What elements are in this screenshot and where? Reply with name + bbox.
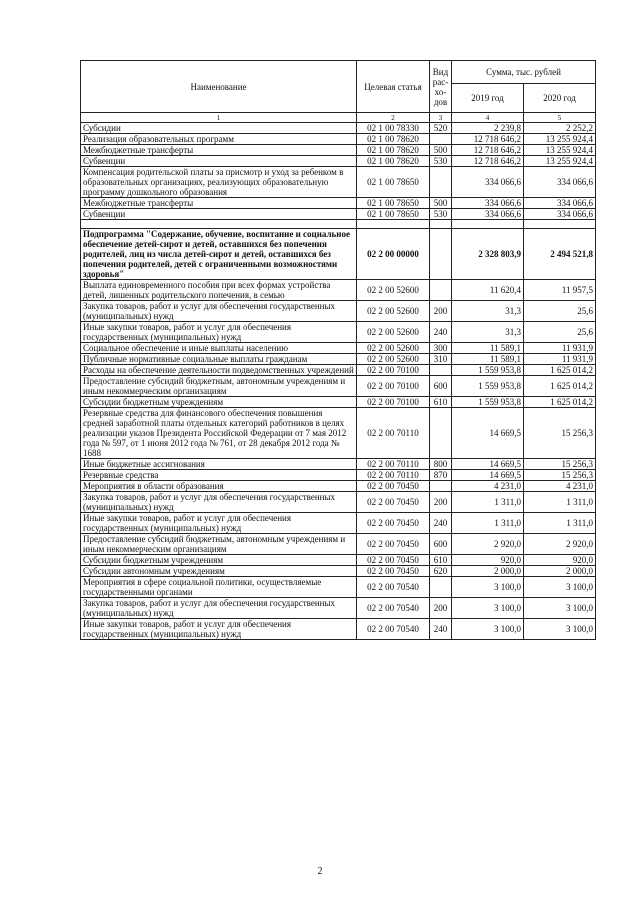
cell-target-code: 02 2 00 52600 (357, 354, 430, 365)
cell-target-code: 02 2 00 70110 (357, 470, 430, 481)
table-row (81, 534, 596, 555)
cell-sum-2019: 12 718 646,2 (452, 145, 524, 156)
cell-sum-2020: 1 625 014,2 (524, 365, 596, 376)
cell-sum-2019: 920,0 (452, 555, 524, 566)
cell-sum-2020: 15 256,3 (524, 408, 596, 459)
empty-cell (357, 220, 430, 229)
table-row (81, 145, 596, 156)
cell-expense-type: 520 (430, 123, 452, 134)
table-row (81, 198, 596, 209)
column-number: 2 (357, 113, 430, 123)
cell-sum-2020: 1 625 014,2 (524, 376, 596, 397)
cell-sum-2019: 3 100,0 (452, 619, 524, 640)
cell-sum-2020: 13 255 924,4 (524, 156, 596, 167)
cell-name: Публичные нормативные социальные выплаты гражданам (81, 354, 357, 365)
cell-sum-2019: 334 066,6 (452, 209, 524, 220)
cell-name: Предоставление субсидий бюджетным, автономным учреждениям и иным некоммерческим организациям (81, 376, 357, 397)
cell-expense-type: 200 (430, 598, 452, 619)
cell-name: Расходы на обеспечение деятельности подведомственных учреждений (81, 365, 357, 376)
table-row (81, 397, 596, 408)
cell-target-code: 02 2 00 70110 (357, 408, 430, 459)
cell-target-code: 02 2 00 70450 (357, 555, 430, 566)
cell-expense-type (430, 481, 452, 492)
cell-target-code: 02 2 00 70100 (357, 376, 430, 397)
table-row (81, 322, 596, 343)
cell-sum-2019: 3 100,0 (452, 577, 524, 598)
cell-sum-2020: 920,0 (524, 555, 596, 566)
cell-target-code: 02 2 00 70540 (357, 598, 430, 619)
cell-target-code: 02 1 00 78620 (357, 156, 430, 167)
cell-sum-2020: 11 931,9 (524, 343, 596, 354)
cell-target-code: 02 2 00 70450 (357, 481, 430, 492)
cell-target-code: 02 1 00 78650 (357, 209, 430, 220)
cell-name: Иные закупки товаров, работ и услуг для обеспечения государственных (муниципальных) нужд (81, 513, 357, 534)
cell-sum-2020: 334 066,6 (524, 167, 596, 198)
cell-sum-2019: 31,3 (452, 322, 524, 343)
cell-expense-type: 500 (430, 145, 452, 156)
cell-sum-2019: 11 589,1 (452, 354, 524, 365)
header-type: Вид рас-хо-дов (430, 61, 452, 113)
cell-name: Закупка товаров, работ и услуг для обеспечения государственных (муниципальных) нужд (81, 598, 357, 619)
cell-sum-2019: 11 589,1 (452, 343, 524, 354)
cell-expense-type: 870 (430, 470, 452, 481)
cell-expense-type: 240 (430, 619, 452, 640)
cell-target-code: 02 2 00 70110 (357, 459, 430, 470)
table-row (81, 156, 596, 167)
cell-name: Иные закупки товаров, работ и услуг для обеспечения государственных (муниципальных) нужд (81, 619, 357, 640)
cell-name: Социальное обеспечение и иные выплаты населению (81, 343, 357, 354)
cell-name: Закупка товаров, работ и услуг для обеспечения государственных (муниципальных) нужд (81, 301, 357, 322)
cell-sum-2019: 12 718 646,2 (452, 134, 524, 145)
table-row (81, 343, 596, 354)
cell-sum-2019: 1 559 953,8 (452, 365, 524, 376)
column-number: 5 (524, 113, 596, 123)
cell-target-code: 02 2 00 70450 (357, 492, 430, 513)
cell-name: Субсидии (81, 123, 357, 134)
cell-sum-2019: 1 311,0 (452, 513, 524, 534)
cell-name: Подпрограмма "Содержание, обучение, воспитание и социальное обеспечение детей-сирот и детей, оставшихся без попечения родителей, лиц из числа детей-сирот и детей, оставшихся без попечения родителей, детей с ограниченными возможностями здоровья" (81, 229, 357, 280)
cell-sum-2019: 2 920,0 (452, 534, 524, 555)
cell-expense-type: 530 (430, 156, 452, 167)
cell-name: Субвенции (81, 156, 357, 167)
cell-target-code: 02 1 00 78330 (357, 123, 430, 134)
cell-sum-2020: 2 920,0 (524, 534, 596, 555)
table-row (81, 229, 596, 280)
cell-sum-2020: 1 311,0 (524, 513, 596, 534)
cell-name: Реализация образовательных программ (81, 134, 357, 145)
table-row (81, 354, 596, 365)
cell-target-code: 02 1 00 78620 (357, 145, 430, 156)
empty-cell (524, 220, 596, 229)
cell-sum-2020: 2 252,2 (524, 123, 596, 134)
cell-sum-2020: 11 931,9 (524, 354, 596, 365)
table-row (81, 555, 596, 566)
cell-expense-type: 500 (430, 198, 452, 209)
empty-cell (430, 220, 452, 229)
cell-name: Резервные средства (81, 470, 357, 481)
cell-sum-2020: 334 066,6 (524, 209, 596, 220)
cell-name: Выплата единовременного пособия при всех формах устройства детей, лишенных родительского попечения, в семью (81, 280, 357, 301)
cell-sum-2019: 2 328 803,9 (452, 229, 524, 280)
cell-name: Субсидии бюджетным учреждениям (81, 555, 357, 566)
cell-sum-2019: 14 669,5 (452, 408, 524, 459)
cell-sum-2020: 25,6 (524, 301, 596, 322)
cell-target-code: 02 2 00 70450 (357, 566, 430, 577)
cell-sum-2020: 15 256,3 (524, 459, 596, 470)
cell-expense-type: 240 (430, 322, 452, 343)
cell-expense-type: 610 (430, 397, 452, 408)
cell-sum-2020: 334 066,6 (524, 198, 596, 209)
cell-expense-type: 600 (430, 376, 452, 397)
cell-name: Субвенции (81, 209, 357, 220)
cell-name: Компенсация родительской платы за присмотр и уход за ребенком в образовательных организациях, реализующих образовательную программу дошкольного образования (81, 167, 357, 198)
cell-sum-2019: 2 000,0 (452, 566, 524, 577)
cell-target-code: 02 2 00 70100 (357, 365, 430, 376)
cell-name: Иные закупки товаров, работ и услуг для обеспечения государственных (муниципальных) нужд (81, 322, 357, 343)
cell-sum-2019: 11 620,4 (452, 280, 524, 301)
cell-expense-type (430, 408, 452, 459)
cell-sum-2020: 13 255 924,4 (524, 145, 596, 156)
cell-expense-type: 530 (430, 209, 452, 220)
cell-sum-2020: 1 625 014,2 (524, 397, 596, 408)
table-row (81, 167, 596, 198)
cell-sum-2020: 2 494 521,8 (524, 229, 596, 280)
table-body (81, 123, 596, 640)
cell-sum-2020: 3 100,0 (524, 577, 596, 598)
table-row (81, 566, 596, 577)
cell-sum-2020: 1 311,0 (524, 492, 596, 513)
cell-sum-2019: 334 066,6 (452, 167, 524, 198)
cell-sum-2019: 4 231,0 (452, 481, 524, 492)
column-number: 4 (452, 113, 524, 123)
header-code: Целевая статья (357, 61, 430, 113)
cell-target-code: 02 2 00 52600 (357, 301, 430, 322)
cell-sum-2019: 334 066,6 (452, 198, 524, 209)
cell-expense-type: 200 (430, 492, 452, 513)
cell-expense-type: 200 (430, 301, 452, 322)
cell-expense-type (430, 229, 452, 280)
table-row (81, 301, 596, 322)
cell-target-code: 02 2 00 70450 (357, 513, 430, 534)
cell-name: Мероприятия в сфере социальной политики, осуществляемые государственными органами (81, 577, 357, 598)
column-number: 1 (81, 113, 357, 123)
budget-table (80, 60, 596, 640)
header-name: Наименование (81, 61, 357, 113)
cell-name: Иные бюджетные ассигнования (81, 459, 357, 470)
cell-name: Закупка товаров, работ и услуг для обеспечения государственных (муниципальных) нужд (81, 492, 357, 513)
cell-sum-2020: 11 957,5 (524, 280, 596, 301)
cell-target-code: 02 2 00 70540 (357, 619, 430, 640)
cell-target-code: 02 2 00 70100 (357, 397, 430, 408)
cell-name: Резервные средства для финансового обеспечения повышения средней заработной платы отдельных категорий работников в целях реализации указов Президента Российской Федерации от 7 мая 2012 года № 597, от 1 июня 2012 года № 761, от 28 декабря 2012 года № 1688 (81, 408, 357, 459)
header-sum: Сумма, тыс. рублей (452, 61, 596, 84)
cell-target-code: 02 2 00 70540 (357, 577, 430, 598)
table-row (81, 470, 596, 481)
table-row (81, 492, 596, 513)
table-row (81, 408, 596, 459)
cell-target-code: 02 2 00 52600 (357, 343, 430, 354)
cell-target-code: 02 1 00 78650 (357, 167, 430, 198)
empty-cell (81, 220, 357, 229)
cell-sum-2019: 1 559 953,8 (452, 397, 524, 408)
cell-target-code: 02 1 00 78650 (357, 198, 430, 209)
cell-target-code: 02 2 00 52600 (357, 322, 430, 343)
cell-sum-2020: 25,6 (524, 322, 596, 343)
cell-sum-2019: 2 239,8 (452, 123, 524, 134)
cell-sum-2020: 2 000,0 (524, 566, 596, 577)
cell-sum-2020: 4 231,0 (524, 481, 596, 492)
cell-target-code: 02 2 00 52600 (357, 280, 430, 301)
cell-expense-type: 620 (430, 566, 452, 577)
table-row (81, 280, 596, 301)
table-row (81, 619, 596, 640)
cell-expense-type: 240 (430, 513, 452, 534)
cell-expense-type (430, 167, 452, 198)
cell-expense-type (430, 577, 452, 598)
table-row (81, 209, 596, 220)
header-year-2019: 2019 год (452, 84, 524, 113)
cell-name: Предоставление субсидий бюджетным, автономным учреждениям и иным некоммерческим организациям (81, 534, 357, 555)
cell-target-code: 02 2 00 00000 (357, 229, 430, 280)
cell-target-code: 02 2 00 70450 (357, 534, 430, 555)
cell-expense-type (430, 365, 452, 376)
table-row (81, 123, 596, 134)
cell-expense-type (430, 134, 452, 145)
cell-expense-type (430, 280, 452, 301)
cell-sum-2019: 14 669,5 (452, 470, 524, 481)
cell-sum-2020: 15 256,3 (524, 470, 596, 481)
table-row (81, 598, 596, 619)
table-row (81, 459, 596, 470)
cell-sum-2019: 1 559 953,8 (452, 376, 524, 397)
cell-expense-type: 310 (430, 354, 452, 365)
cell-sum-2019: 12 718 646,2 (452, 156, 524, 167)
table-row (81, 376, 596, 397)
table-row (81, 365, 596, 376)
header-year-2020: 2020 год (524, 84, 596, 113)
cell-sum-2019: 3 100,0 (452, 598, 524, 619)
table-row (81, 513, 596, 534)
page-number: 2 (317, 866, 323, 877)
cell-sum-2020: 3 100,0 (524, 619, 596, 640)
empty-cell (452, 220, 524, 229)
cell-expense-type: 610 (430, 555, 452, 566)
cell-name: Межбюджетные трансферты (81, 145, 357, 156)
table-row (81, 134, 596, 145)
cell-target-code: 02 1 00 78620 (357, 134, 430, 145)
cell-sum-2019: 14 669,5 (452, 459, 524, 470)
cell-name: Мероприятия в области образования (81, 481, 357, 492)
column-number: 3 (430, 113, 452, 123)
cell-sum-2019: 1 311,0 (452, 492, 524, 513)
cell-name: Субсидии бюджетным учреждениям (81, 397, 357, 408)
cell-name: Межбюджетные трансферты (81, 198, 357, 209)
cell-expense-type: 300 (430, 343, 452, 354)
cell-sum-2019: 31,3 (452, 301, 524, 322)
cell-name: Субсидии автономным учреждениям (81, 566, 357, 577)
cell-expense-type: 600 (430, 534, 452, 555)
table-row (81, 481, 596, 492)
cell-sum-2020: 3 100,0 (524, 598, 596, 619)
spacer-row (81, 220, 596, 229)
table-row (81, 577, 596, 598)
cell-sum-2020: 13 255 924,4 (524, 134, 596, 145)
cell-expense-type: 800 (430, 459, 452, 470)
